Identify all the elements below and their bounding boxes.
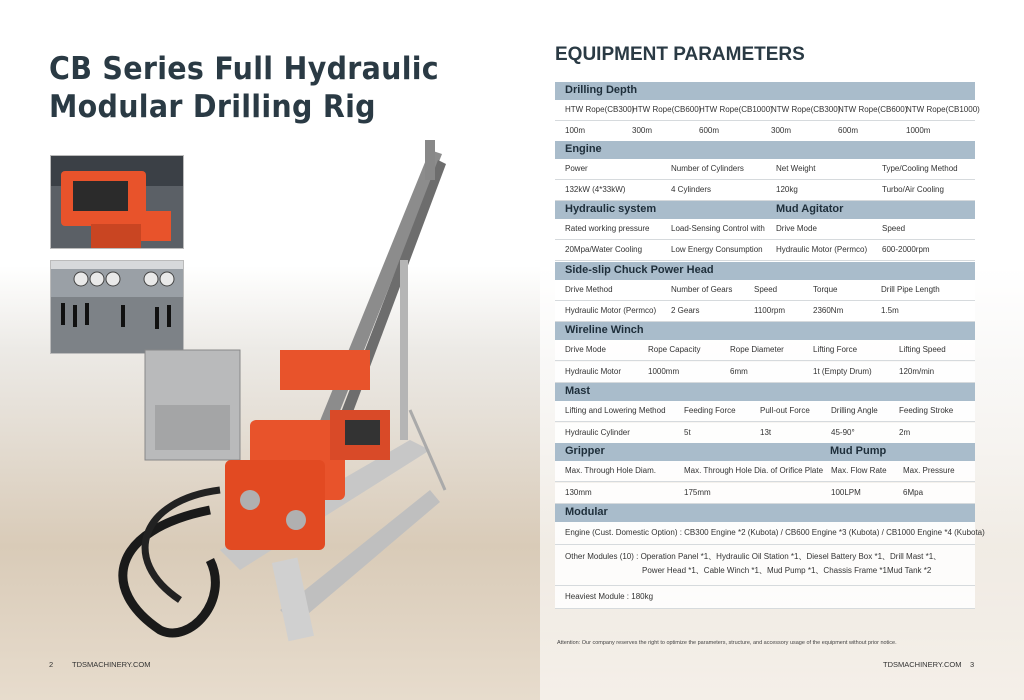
modular-title: Modular: [565, 506, 608, 518]
engine-title: Engine: [565, 143, 602, 155]
cell: Drive Mode: [776, 224, 817, 233]
cell: Load-Sensing Control with: [671, 224, 765, 233]
cell: Number of Cylinders: [671, 164, 744, 173]
cell: Type/Cooling Method: [882, 164, 958, 173]
cell: 1t (Empty Drum): [813, 367, 872, 376]
winch-header: [555, 322, 975, 340]
cell: Lifting Force: [813, 345, 858, 354]
left-page-number: 2: [49, 660, 54, 669]
chuck-value-row: [555, 301, 975, 322]
cell: 2m: [899, 428, 911, 437]
drilling-depth-header: [555, 82, 975, 100]
modular-engine-row: [555, 522, 985, 545]
cell: Hydraulic Cylinder: [565, 428, 630, 437]
cell: 130mm: [565, 488, 592, 497]
cell: 132kW (4*33kW): [565, 185, 626, 194]
drilling-depth-value-row: [555, 121, 975, 142]
hydraulic-value-row: [555, 240, 975, 261]
cell: 120m/min: [899, 367, 935, 376]
cell: Hydraulic Motor: [565, 367, 622, 376]
modular-heaviest-row: [555, 586, 975, 609]
cell: 13t: [760, 428, 772, 437]
drilling-rig-illustration: [100, 130, 540, 650]
modular-header: [555, 504, 975, 522]
cell: NTW Rope(CB600): [838, 105, 908, 114]
cell: 100m: [565, 126, 586, 135]
mast-title: Mast: [565, 385, 591, 397]
chuck-header: [555, 262, 975, 280]
drilling-depth-label-row: [555, 100, 980, 121]
cell: Rope Capacity: [648, 345, 701, 354]
cell: 600m: [838, 126, 859, 135]
cell: Speed: [882, 224, 906, 233]
drilling-depth-title: Drilling Depth: [565, 84, 638, 96]
parameters-table: [555, 82, 985, 642]
cell: Max. Pressure: [903, 466, 955, 475]
cell: 1.5m: [881, 306, 899, 315]
equipment-parameters-heading: EQUIPMENT PARAMETERS: [555, 44, 805, 65]
cell: 20Mpa/Water Cooling: [565, 245, 643, 254]
cell: Number of Gears: [671, 285, 733, 294]
cell: 45-90°: [831, 428, 855, 437]
right-website: TDSMACHINERY.COM: [883, 660, 962, 669]
cell: Hydraulic Motor (Permco): [565, 306, 657, 315]
cell: 1000m: [906, 126, 931, 135]
cell: Lifting and Lowering Method: [565, 406, 666, 415]
title-line-1: CB Series Full Hydraulic: [49, 51, 439, 87]
cell: Rated working pressure: [565, 224, 650, 233]
cell: 120kg: [776, 185, 798, 194]
gripper-title: Gripper: [565, 445, 605, 457]
cell: Low Energy Consumption: [671, 245, 763, 254]
engine-label-row: [555, 159, 975, 180]
page-title: [49, 50, 439, 126]
winch-value-row: [555, 362, 975, 383]
title-line-2: Modular Drilling Rig: [49, 89, 376, 125]
winch-title: Wireline Winch: [565, 324, 644, 336]
cell: Torque: [813, 285, 838, 294]
cell: NTW Rope(CB300): [771, 105, 841, 114]
modular-engine-text: Engine (Cust. Domestic Option) : CB300 Engine *2 (Kubota) / CB600 Engine *3 (Kubota) / CB1000 Engine *4 (Kubota): [565, 528, 985, 537]
cell: Hydraulic Motor (Permco): [776, 245, 868, 254]
cell: Drive Mode: [565, 345, 606, 354]
cell: HTW Rope(CB1000): [699, 105, 773, 114]
cell: HTW Rope(CB600): [632, 105, 702, 114]
cell: 5t: [684, 428, 691, 437]
cell: 300m: [771, 126, 792, 135]
mast-value-row: [555, 423, 975, 444]
gripper-value-row: [555, 483, 975, 504]
cell: Lifting Speed: [899, 345, 946, 354]
attention-note: Attention: Our company reserves the right to optimize the parameters, structure, and accessory usage of the equipment without prior notice.: [557, 640, 897, 646]
cell: Drilling Angle: [831, 406, 878, 415]
cell: 6Mpa: [903, 488, 924, 497]
cell: Turbo/Air Cooling: [882, 185, 944, 194]
cell: NTW Rope(CB1000): [906, 105, 980, 114]
chuck-title: Side-slip Chuck Power Head: [565, 264, 714, 276]
cell: Max. Through Hole Dia. of Orifice Plate: [684, 466, 824, 475]
cell: Drill Pipe Length: [881, 285, 940, 294]
mast-header: [555, 383, 975, 401]
cell: Max. Flow Rate: [831, 466, 887, 475]
modular-other-line-2: Power Head *1、Cable Winch *1、Mud Pump *1、Chassis Frame *1Mud Tank *2: [642, 566, 932, 575]
cell: 6mm: [730, 367, 748, 376]
mast-label-row: [555, 401, 975, 422]
cell: 1100rpm: [754, 306, 785, 315]
hydraulic-header: [555, 201, 975, 219]
cell: Net Weight: [776, 164, 816, 173]
cell: 600-2000rpm: [882, 245, 930, 254]
cell: 175mm: [684, 488, 711, 497]
cell: Max. Through Hole Diam.: [565, 466, 656, 475]
chuck-label-row: [555, 280, 975, 301]
cell: Feeding Force: [684, 406, 736, 415]
right-page-number: 3: [970, 660, 975, 669]
modular-heaviest-text: Heaviest Module : 180kg: [565, 592, 654, 601]
cell: Rope Diameter: [730, 345, 784, 354]
cell: Drive Method: [565, 285, 613, 294]
cell: 1000mm: [648, 367, 680, 376]
winch-label-row: [555, 340, 975, 361]
cell: 600m: [699, 126, 720, 135]
modular-other-row: [555, 545, 975, 586]
gripper-header: [555, 443, 975, 461]
hydraulic-label-row: [555, 219, 975, 240]
gripper-label-row: [555, 461, 975, 482]
cell: 2 Gears: [671, 306, 700, 315]
left-website: TDSMACHINERY.COM: [72, 660, 151, 669]
cell: Feeding Stroke: [899, 406, 954, 415]
engine-header: [555, 141, 975, 159]
mud-pump-title: Mud Pump: [830, 445, 887, 457]
cell: Power: [565, 164, 588, 173]
modular-other-line-1: Other Modules (10) : Operation Panel *1、Hydraulic Oil Station *1、Diesel Battery Box *1、Drill Mast *1、: [565, 552, 942, 561]
cell: 300m: [632, 126, 653, 135]
cell: 2360Nm: [813, 306, 844, 315]
cell: Pull-out Force: [760, 406, 810, 415]
hydraulic-title: Hydraulic system: [565, 203, 657, 215]
cell: 4 Cylinders: [671, 185, 712, 194]
cell: HTW Rope(CB300): [565, 105, 635, 114]
mud-agitator-title: Mud Agitator: [776, 203, 844, 215]
cell: Speed: [754, 285, 778, 294]
cell: 100LPM: [831, 488, 861, 497]
engine-value-row: [555, 180, 975, 201]
